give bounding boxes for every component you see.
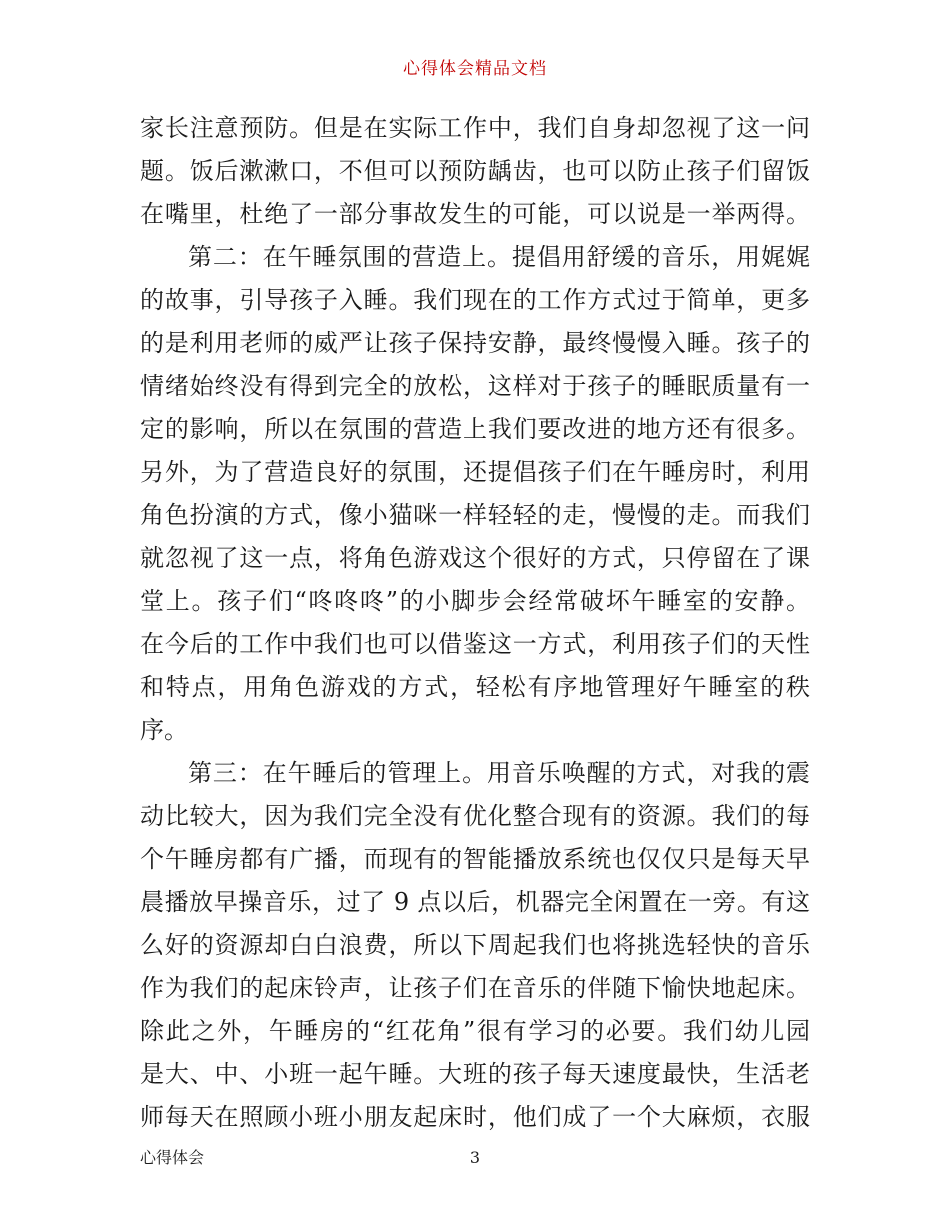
text-line: 定的影响，所以在氛围的营造上我们要改进的地方还有很多。 [140,415,810,443]
text-line: 就忽视了这一点，将角色游戏这个很好的方式，只停留在了课 [140,544,810,572]
text-line: 第三：在午睡后的管理上。用音乐唤醒的方式，对我的震 [188,759,810,787]
text-line: 是大、中、小班一起午睡。大班的孩子每天速度最快，生活老 [140,1060,810,1088]
text-line: 角色扮演的方式，像小猫咪一样轻轻的走，慢慢的走。而我们 [140,501,810,529]
text-line: 师每天在照顾小班小朋友起床时，他们成了一个大麻烦，衣服 [140,1103,810,1131]
text-line: 和特点，用角色游戏的方式，轻松有序地管理好午睡室的秩 [140,673,810,701]
text-line: 题。饭后漱漱口，不但可以预防龋齿，也可以防止孩子们留饭 [140,157,810,185]
text-line: 么好的资源却白白浪费，所以下周起我们也将挑选轻快的音乐 [140,931,810,959]
text-line: 晨播放早操音乐，过了 9 点以后，机器完全闲置在一旁。有这 [140,888,810,916]
text-line: 堂上。孩子们“咚咚咚”的小脚步会经常破坏午睡室的安静。 [140,587,810,615]
text-line: 另外，为了营造良好的氛围，还提倡孩子们在午睡房时，利用 [140,458,810,486]
text-line: 序。 [140,716,188,744]
text-line: 除此之外，午睡房的“红花角”很有学习的必要。我们幼儿园 [140,1017,810,1045]
page-header-title: 心得体会精品文档 [403,59,547,79]
text-line: 家长注意预防。但是在实际工作中，我们自身却忽视了这一问 [140,114,810,142]
text-line: 的是利用老师的威严让孩子保持安静，最终慢慢入睡。孩子的 [140,329,810,357]
text-line: 在今后的工作中我们也可以借鉴这一方式，利用孩子们的天性 [140,630,810,658]
footer-label: 心得体会 [140,1148,205,1167]
text-line: 第二：在午睡氛围的营造上。提倡用舒缓的音乐，用娓娓 [188,243,810,271]
text-line: 个午睡房都有广播，而现有的智能播放系统也仅仅只是每天早 [140,845,810,873]
text-line: 在嘴里，杜绝了一部分事故发生的可能，可以说是一举两得。 [140,200,810,228]
page-number: 3 [469,1148,481,1167]
text-line: 的故事，引导孩子入睡。我们现在的工作方式过于简单，更多 [140,286,810,314]
text-line: 情绪始终没有得到完全的放松，这样对于孩子的睡眠质量有一 [140,372,810,400]
text-line: 作为我们的起床铃声，让孩子们在音乐的伴随下愉快地起床。 [140,974,810,1002]
text-line: 动比较大，因为我们完全没有优化整合现有的资源。我们的每 [140,802,810,830]
